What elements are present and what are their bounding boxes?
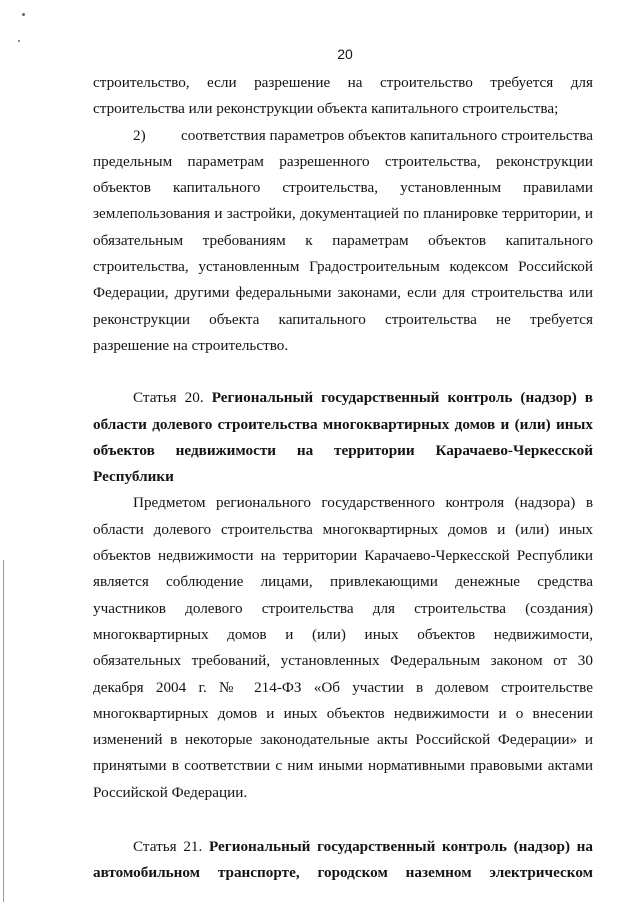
article-21-title: Региональный государственный контроль (надзор) на автомобильном транспорте, городском наземном электрическом (93, 838, 594, 882)
list-item-2 (93, 123, 593, 360)
article-20-heading (93, 385, 593, 490)
scan-speck (22, 13, 25, 16)
article-20-body: Предметом регионального государственного контроля (надзора) в области долевого строительства многоквартирных домов и (или) иных объектов недвижимости на территории Карачаево-Черкесской Республики является соблюдение лицами, привлекающими денежные средства участников долевого строительства для строительства (создания) многоквартирных домов и (или) иных объектов недвижимости, обязательных требований, установленных Федеральным законом от 30 декабря 2004 г. № 214-ФЗ «Об участии в долевом строительстве многоквартирных домов и иных объектов недвижимости и о внесении изменений в некоторые законодательные акты Российской Федерации» и принятыми в соответствии с ним иными нормативными правовыми актами Российской Федерации. (93, 494, 593, 801)
article-21-label: Статья 21. (133, 838, 203, 856)
list-item-number: 2) (133, 126, 146, 144)
article-20-title: Региональный государственный контроль (надзор) в области долевого строительства многоквартирных домов и (или) иных объектов недвижимости на территории Карачаево-Черкесской Республики (93, 389, 594, 486)
article-20-label: Статья 20. (133, 389, 204, 407)
scan-speck (18, 40, 20, 42)
page-number: 20 (337, 46, 353, 62)
article-21-heading (93, 834, 593, 887)
scan-edge-line (3, 560, 4, 902)
document-body (93, 70, 593, 887)
paragraph-continuation: строительство, если разрешение на строительство требуется для строительства или реконструкции объекта капитального строительства; (93, 74, 593, 118)
list-item-text: соответствия параметров объектов капитального строительства предельным параметрам разрешенного строительства, реконструкции объектов капитального строительства, установленным правилами землепользования и застройки, документацией по планировке территории, и обязательным требованиям к параметрам объектов капитального строительства, установленным Градостроительным кодексом Российской Федерации, другими федеральными законами, если для строительства или реконструкции объекта капитального строительства не требуется разрешение на строительство. (93, 126, 593, 354)
